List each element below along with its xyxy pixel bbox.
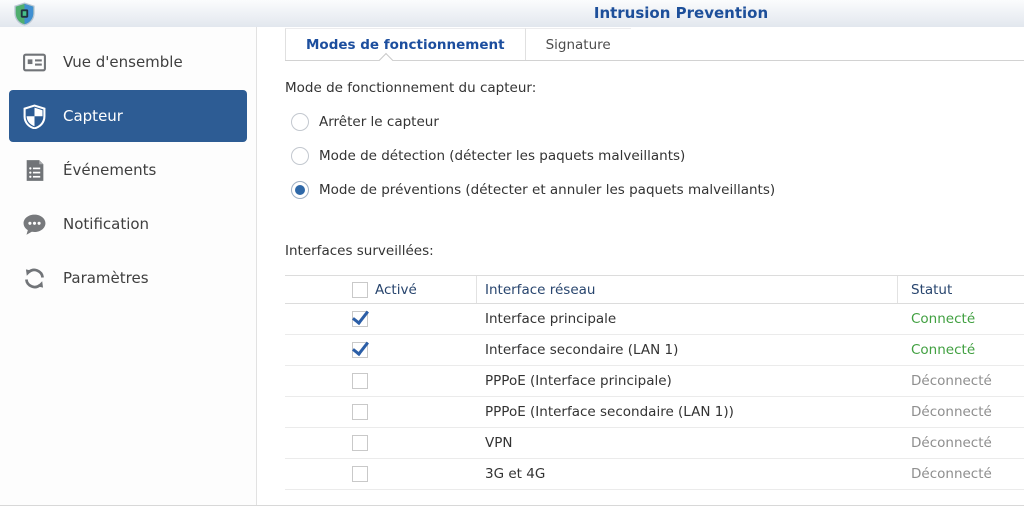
status-cell: Déconnecté (911, 404, 992, 420)
sidebar-item-label: Événements (63, 161, 157, 179)
overview-card-icon (22, 50, 47, 75)
interfaces-table-body (285, 304, 1024, 490)
interface-name-cell: 3G et 4G (485, 466, 546, 482)
monitored-interfaces-label: Interfaces surveillées: (285, 243, 434, 259)
enabled-cell (285, 397, 477, 427)
select-all-checkbox[interactable] (352, 282, 368, 298)
status-cell: Connecté (911, 311, 976, 327)
sidebar-item-label: Paramètres (63, 269, 149, 287)
sensor-mode-radio-group (288, 105, 775, 207)
header-enabled-cell (285, 276, 477, 303)
table-row[interactable] (285, 428, 1024, 459)
sidebar-item-notification[interactable] (9, 198, 247, 250)
table-header-row (285, 276, 1024, 304)
table-row[interactable] (285, 397, 1024, 428)
sidebar-item-label: Vue d'ensemble (63, 53, 183, 71)
interface-name-cell: Interface secondaire (LAN 1) (485, 342, 679, 358)
column-header-enabled[interactable]: Activé (375, 281, 417, 298)
interface-name-cell: PPPoE (Interface principale) (485, 373, 672, 389)
enabled-cell (285, 335, 477, 365)
page-title: Intrusion Prevention (593, 4, 769, 22)
row-enabled-checkbox[interactable] (352, 435, 368, 451)
table-row[interactable] (285, 366, 1024, 397)
sidebar-item-settings[interactable] (9, 252, 247, 304)
sensor-shield-icon (22, 104, 47, 129)
status-cell: Déconnecté (911, 373, 992, 389)
interfaces-table (285, 275, 1024, 490)
sidebar-item-overview[interactable] (9, 36, 247, 88)
sidebar (0, 27, 257, 506)
row-enabled-checkbox[interactable] (352, 311, 368, 327)
enabled-cell (285, 459, 477, 489)
radio-option-detection-mode[interactable] (288, 139, 775, 173)
interface-name-cell: Interface principale (485, 311, 617, 327)
row-enabled-checkbox[interactable] (352, 466, 368, 482)
radio-option-label: Mode de préventions (détecter et annuler les paquets malveillants) (319, 182, 776, 198)
radio-button[interactable] (291, 113, 309, 131)
interface-name-cell: VPN (485, 435, 513, 451)
row-enabled-checkbox[interactable] (352, 373, 368, 389)
sidebar-item-sensor[interactable] (9, 90, 247, 142)
event-list-icon (22, 158, 47, 183)
main-panel (258, 27, 1024, 505)
speech-bubble-icon (22, 212, 47, 237)
enabled-cell (285, 366, 477, 396)
tab-operation-modes[interactable]: Modes de fonctionnement (285, 28, 525, 60)
sidebar-item-label: Notification (63, 215, 150, 233)
radio-button[interactable] (291, 147, 309, 165)
row-enabled-checkbox[interactable] (352, 404, 368, 420)
refresh-arrows-icon (22, 266, 47, 291)
table-row[interactable] (285, 335, 1024, 366)
status-cell: Déconnecté (911, 435, 992, 451)
app-header (0, 0, 1024, 27)
status-cell: Déconnecté (911, 466, 992, 482)
status-cell: Connecté (911, 342, 976, 358)
radio-option-label: Arrêter le capteur (319, 114, 439, 130)
column-header-interface[interactable]: Interface réseau (477, 276, 898, 303)
radio-option-stop-sensor[interactable] (288, 105, 775, 139)
tab-signature[interactable]: Signature (525, 28, 631, 60)
shield-app-icon (13, 2, 36, 26)
sidebar-item-label: Capteur (63, 107, 123, 125)
radio-option-prevention-mode[interactable] (288, 173, 775, 207)
enabled-cell (285, 428, 477, 458)
sidebar-item-events[interactable] (9, 144, 247, 196)
interface-name-cell: PPPoE (Interface secondaire (LAN 1)) (485, 404, 734, 420)
radio-option-label: Mode de détection (détecter les paquets malveillants) (319, 148, 686, 164)
sensor-mode-label: Mode de fonctionnement du capteur: (285, 80, 537, 96)
table-row[interactable] (285, 459, 1024, 490)
column-header-status[interactable]: Statut (911, 281, 953, 298)
row-enabled-checkbox[interactable] (352, 342, 368, 358)
tab-bar (285, 28, 1024, 61)
table-row[interactable] (285, 304, 1024, 335)
radio-button[interactable] (291, 181, 309, 199)
enabled-cell (285, 304, 477, 334)
